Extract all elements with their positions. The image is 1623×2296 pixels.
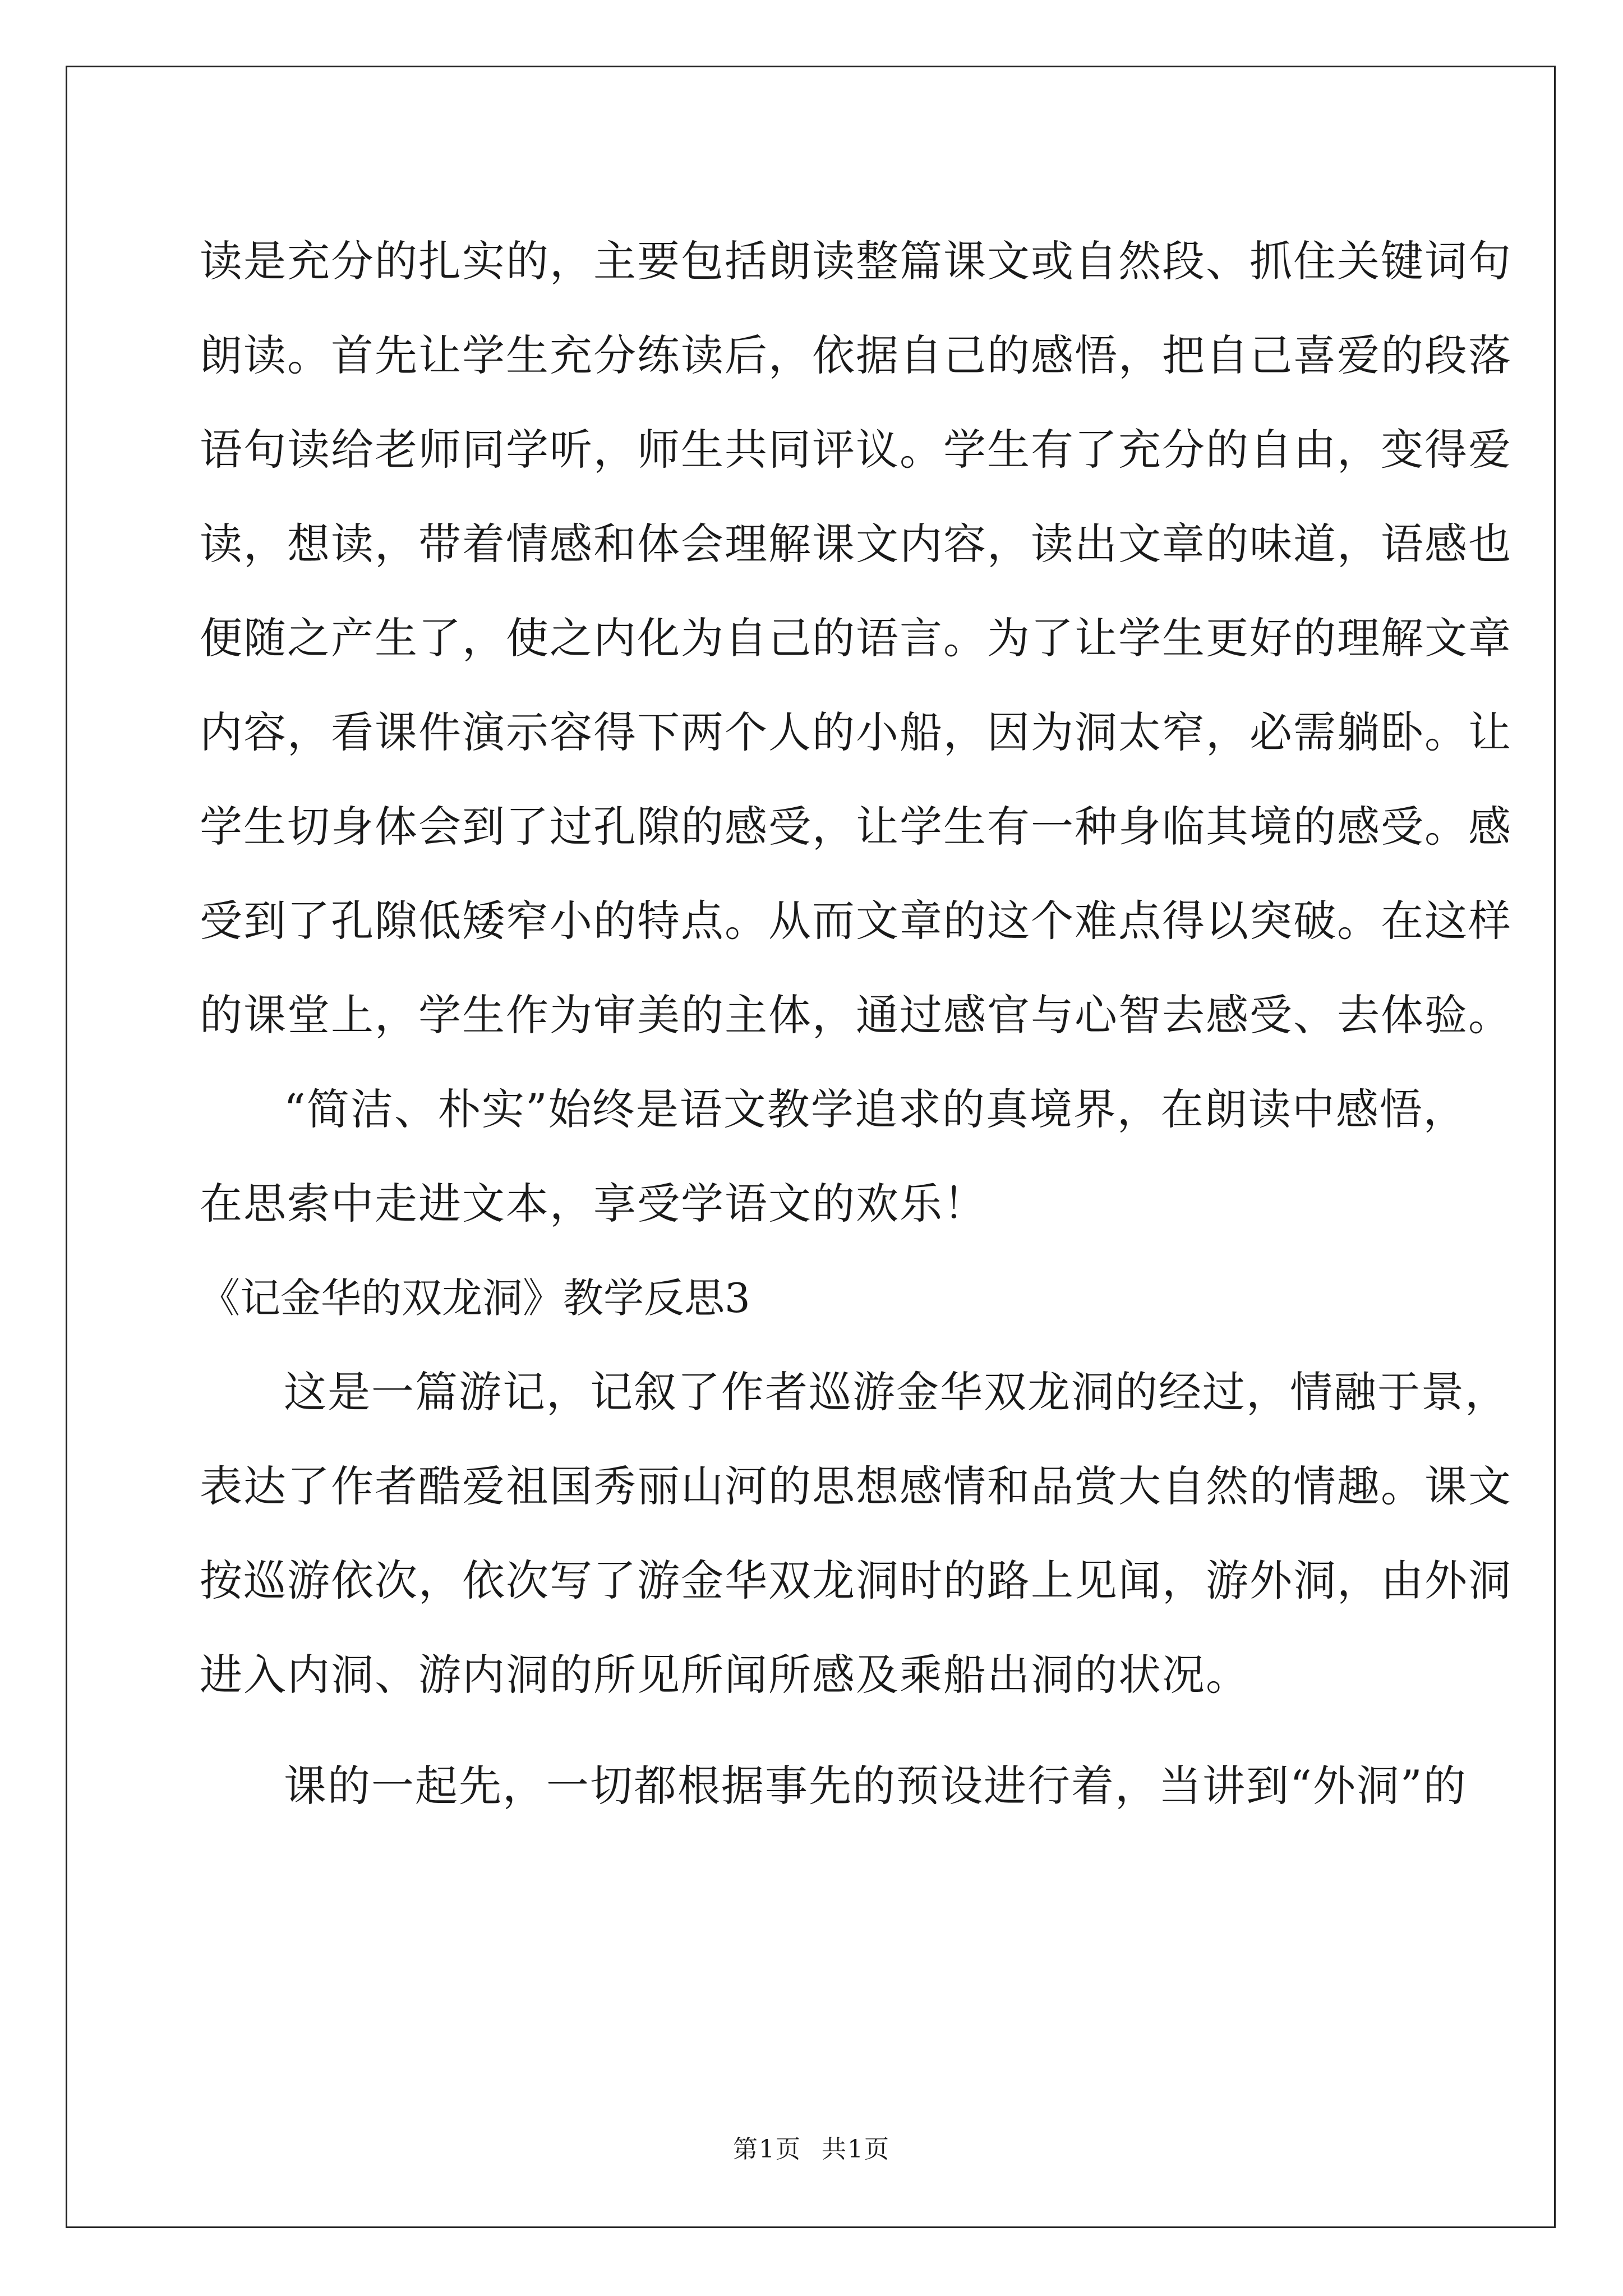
text-line: 读是充分的扎实的，主要包括朗读整篇课文或自然段、抓住关键词句: [200, 236, 1512, 286]
page-total: 共1页: [822, 2135, 890, 2164]
paragraph-2: [200, 1062, 1467, 1251]
text-line: 的课堂上，学生作为审美的主体，通过感官与心智去感受、去体验。: [200, 990, 1512, 1040]
page-footer: [0, 2129, 1623, 2165]
text-line: 学生切身体会到了过孔隙的感受，让学生有一种身临其境的感受。感: [200, 802, 1512, 852]
document-body: [200, 214, 1512, 1833]
text-line: 这是一篇游记，记叙了作者巡游金华双龙洞的经过，情融于景，: [284, 1367, 1509, 1417]
text-line: 朗读。首先让学生充分练读后，依据自己的感悟，把自己喜爱的段落: [200, 330, 1512, 380]
paragraph-3: [200, 1345, 1512, 1722]
text-line: 表达了作者酷爱祖国秀丽山河的思想感情和品赏大自然的情趣。课文: [200, 1461, 1512, 1511]
text-line: 语句读给老师同学听，师生共同评议。学生有了充分的自由，变得爱: [200, 425, 1512, 475]
section-heading: 《记金华的双龙洞》教学反思3: [200, 1274, 750, 1322]
text-line: “简洁、朴实”始终是语文教学追求的真境界，在朗读中感悟，: [284, 1084, 1467, 1134]
text-line: 受到了孔隙低矮窄小的特点。从而文章的这个难点得以突破。在这样: [200, 896, 1512, 946]
text-line: 课的一起先，一切都根据事先的预设进行着，当讲到“外洞”的: [284, 1761, 1467, 1811]
text-line: 内容，看课件演示容得下两个人的小船，因为洞太窄，必需躺卧。让: [200, 707, 1512, 757]
text-line: 进入内洞、游内洞的所见所闻所感及乘船出洞的状况。: [200, 1650, 1249, 1700]
text-line: 按巡游依次，依次写了游金华双龙洞时的路上见闻，游外洞，由外洞: [200, 1556, 1512, 1605]
paragraph-1: [200, 214, 1512, 1062]
text-line: 便随之产生了，使之内化为自己的语言。为了让学生更好的理解文章: [200, 613, 1512, 663]
text-line: 读，想读，带着情感和体会理解课文内容，读出文章的味道，语感也: [200, 519, 1512, 569]
text-line: 在思索中走进文本，享受学语文的欢乐！: [200, 1179, 987, 1228]
paragraph-4: [200, 1739, 1467, 1833]
page-number: 第1页: [733, 2135, 801, 2164]
